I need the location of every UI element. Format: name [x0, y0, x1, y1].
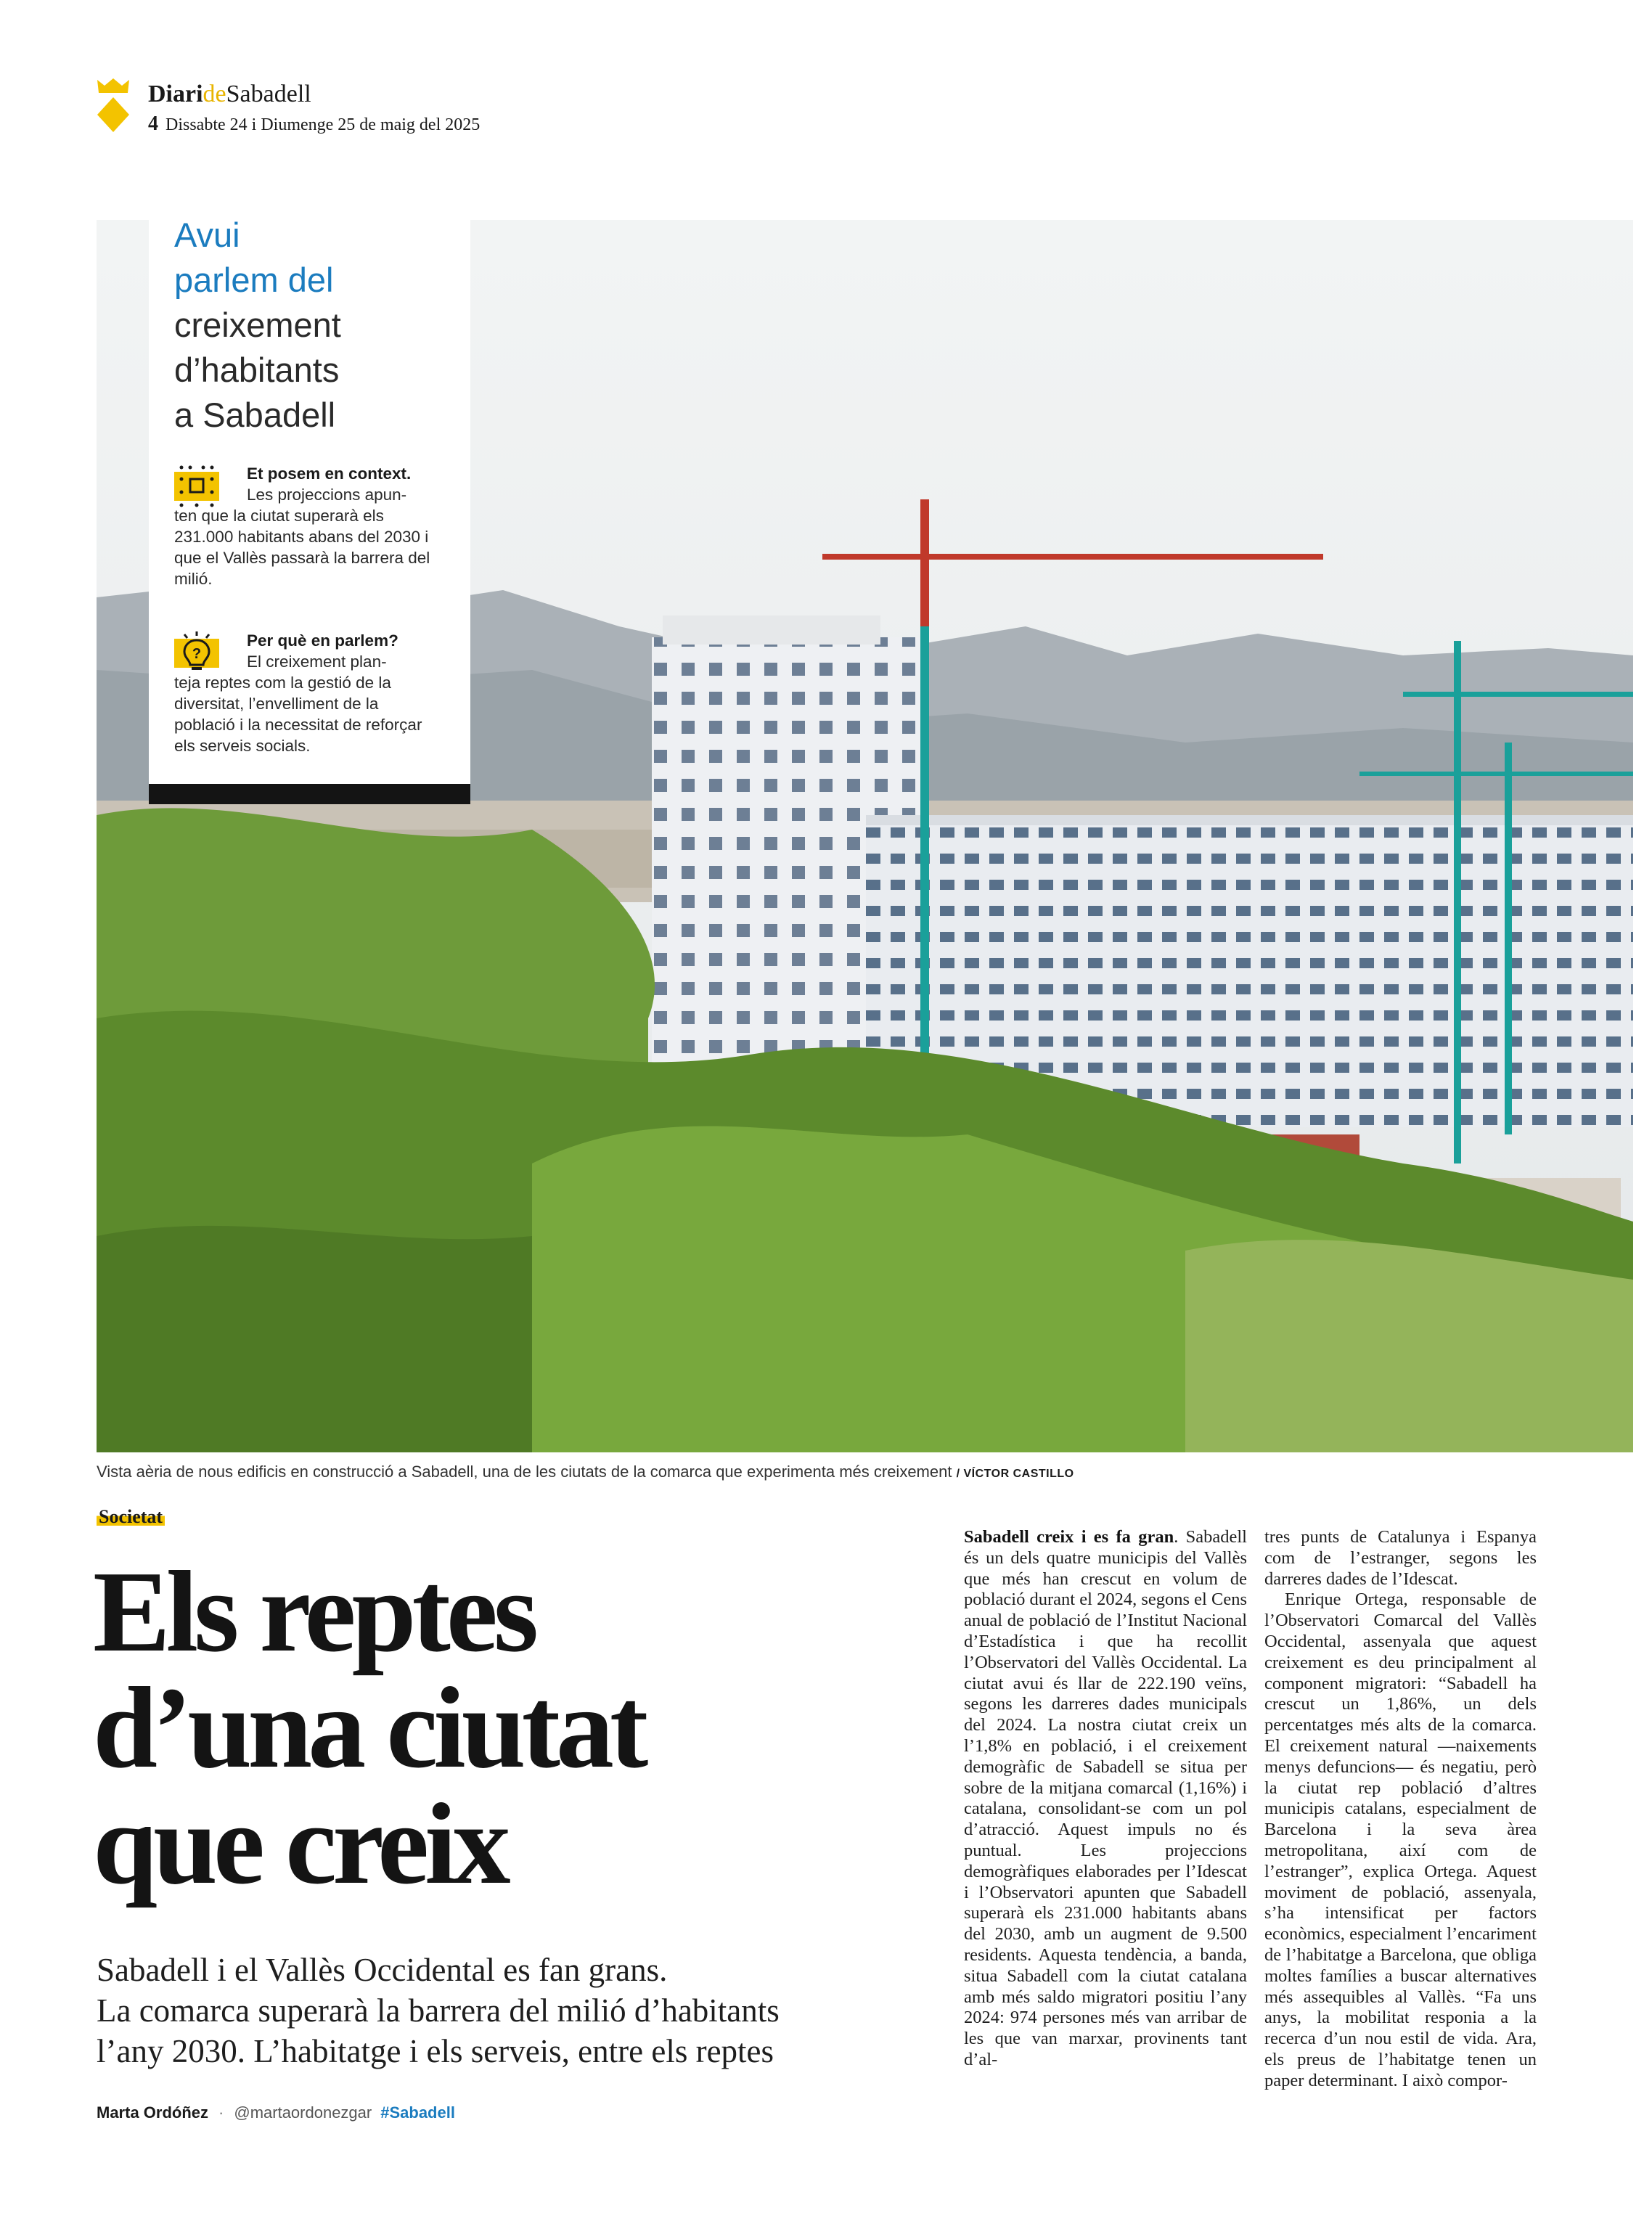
newspaper-logo-icon [93, 77, 134, 135]
body-column-2 [1264, 1527, 1537, 2092]
svg-text:?: ? [192, 646, 202, 662]
body-lead: Sabadell creix i es fa gran [964, 1527, 1174, 1547]
issue-date: Dissabte 24 i Diumenge 25 de maig del 2025 [165, 115, 481, 134]
standfirst: Sabadell i el Vallès Occidental es fan grans. La comarca superarà la barrera del milió d’habitants l’any 2030. L’habitatge i els serveis, entre els reptes [97, 1952, 780, 2069]
photo-caption [97, 1462, 1074, 1484]
section-label: Societat [97, 1506, 165, 1528]
body-paragraph: Enrique Ortega, responsable de l’Observatori Comarcal del Vallès Occidental, assenyala que aquest creixement es deu principalment al component migratori: “Sabadell ha crescut un 1,86%, un dels percentatges més alts de la comarca. El creixement natural —naixements menys defuncions— és negatiu, però la ciutat rep població d’altres municipis catalans, especialment de Barcelona i la seva àrea metropolitana, així com de l’estranger”, explica Ortega. Aquest moviment de població, assenyala, s’ha intensificat per factors econòmics, especialment l’encariment de l’habitatge a Barcelona, que obliga moltes famílies a buscar alternatives més assequibles al Vallès. “Fa uns anys, la mobilitat responia a la recerca d’un nou estil de vida. Ara, els preus de l’habitatge tenen un paper determinant. I això compor- [1264, 1590, 1537, 2090]
context-box-bar [149, 784, 470, 804]
body-column-1 [964, 1527, 1247, 2071]
context-item: Et posem en context. Les projeccions apun- ten que la ciutat superarà els 231.000 habitants abans del 2030 i que el Vallès passarà la barrera del milió. [174, 465, 430, 588]
lightbulb-question-icon [174, 630, 219, 675]
context-title: Avui parlem del creixement d’habitants a Sabadell [174, 216, 341, 434]
brand-name: DiarideSabadell [148, 81, 311, 107]
hashtag[interactable]: #Sabadell [380, 2103, 455, 2122]
context-item: ? Per què en parlem? El creixement plan- teja reptes com la gestió de la diversitat, l’envelliment de la població i la necessitat de reforçar els serveis socials. [174, 631, 422, 755]
body-paragraph: tres punts de Catalunya i Espanya com de l’estranger, segons les darreres dades de l’Idescat. [1264, 1527, 1537, 1589]
author-name: Marta Ordóñez [97, 2103, 209, 2122]
masthead [93, 77, 674, 142]
photo-credit: / VÍCTOR CASTILLO [956, 1468, 1074, 1480]
author-handle[interactable]: @martaordonezgar [234, 2103, 372, 2122]
byline [97, 2103, 455, 2123]
map-grid-icon [174, 463, 219, 508]
issue-line [148, 113, 480, 136]
byline-separator: · [218, 2103, 224, 2122]
page-number: 4 [148, 113, 158, 135]
body-text: . Sabadell és un dels quatre municipis del Vallès que més han crescut en volum de població durant el 2024, segons el Cens anual de població de l’Institut Nacional d’Estadística i que ha recollit l’Observatori del Vallès Occidental. La ciutat avui és llar de 222.190 veïns, segons les darreres dades municipals del 2024. La nostra ciutat creix un l’1,8% en població, i el creixement demogràfic de Sabadell se situa per sobre de la mitjana comarcal (1,16%) i catalana, consolidant-se com un pol d’atracció. Aquest impuls no és puntual. Les projeccions demogràfiques elaborades per l’Idescat i l’Observatori apunten que Sabadell superarà els 231.000 habitants abans del 2030, amb un augment de 9.500 residents. Aquesta tendència, a banda, situa Sabadell com la ciutat catalana amb més saldo migratori positiu l’any 2024: 974 persones més van arribar de les que van marxar, provinents tant d’al- [964, 1527, 1247, 2069]
headline: Els reptes d’una ciutat que creix [93, 1547, 645, 1908]
context-box [149, 213, 470, 804]
caption-text: Vista aèria de nous edificis en construcció a Sabadell, una de les ciutats de la comarca que experimenta més creixement [97, 1463, 952, 1481]
